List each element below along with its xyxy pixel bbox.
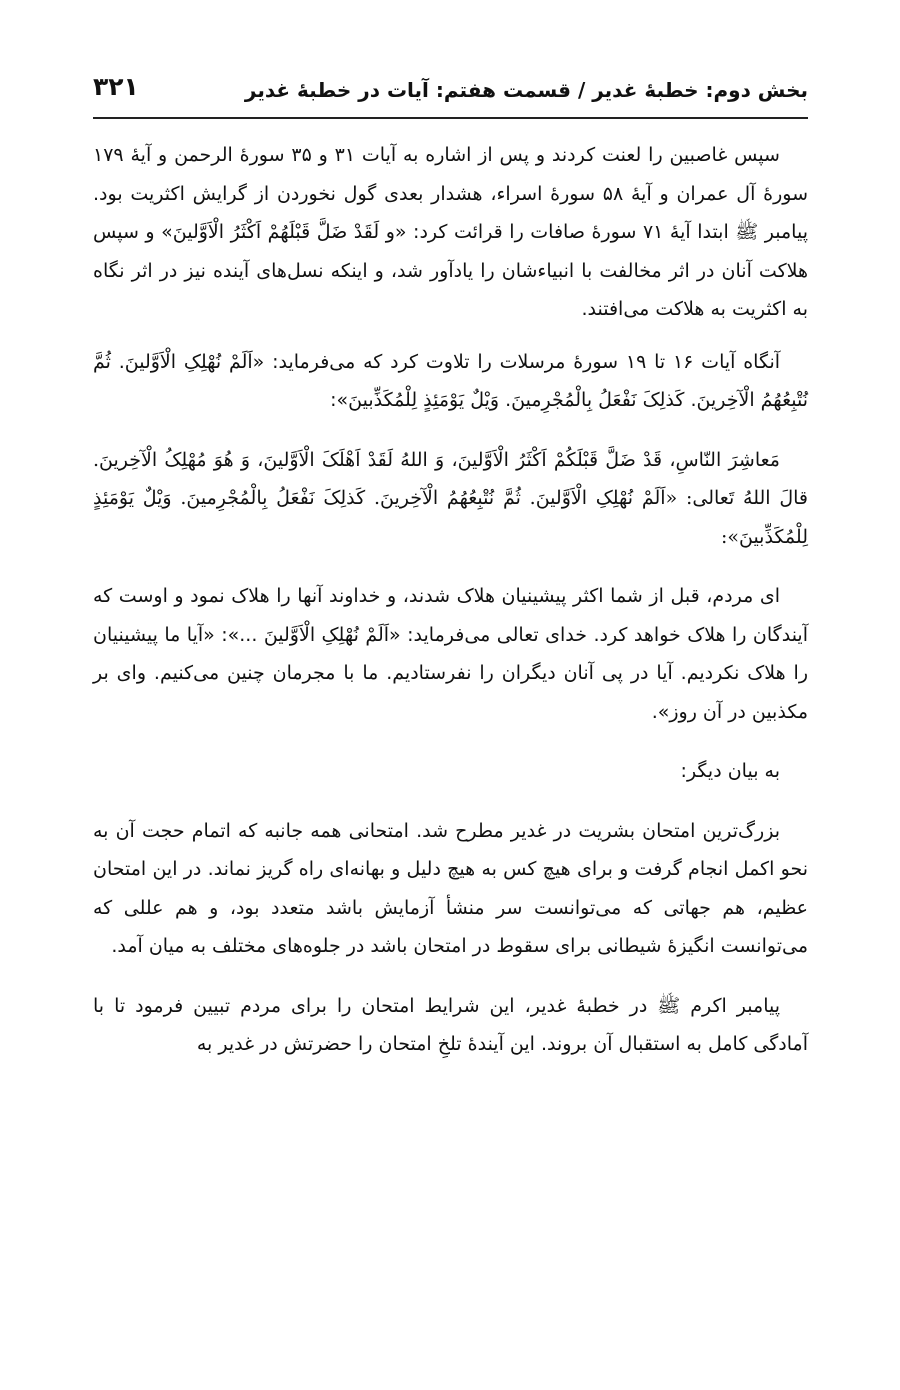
paragraph-6: پیامبر اکرم ﷺ در خطبهٔ غدیر، این شرایط امتحان را برای مردم تبیین فرمود تا با آمادگی کامل به استقبال آن بروند. این آیندهٔ تلخِ امتحان را حضرتش در غدیر به	[93, 994, 808, 1055]
running-title: بخش دوم: خطبهٔ غدیر / قسمت هفتم: آیات در خطبهٔ غدیر	[244, 78, 808, 102]
paragraph-5: بزرگ‌ترین امتحان بشریت در غدیر مطرح شد. امتحانی همه جانبه که اتمام حجت آن به نحو اکمل انجام گرفت و برای هیچ کس به هیچ دلیل و بهانه‌ای راه گریز نماند. در این امتحان عظیم، هم جهاتی که می‌توانست سر منشأ آزمایش باشد متعدد بود، و هم عللی که می‌توانست انگیزهٔ شیطانی برای سقوط در امتحان باشد در جلوه‌های مختلف به میان آمد.	[93, 819, 808, 957]
page-number: ۳۲۱	[93, 72, 139, 101]
page-header	[93, 70, 808, 116]
paragraph-1: سپس غاصبین را لعنت کردند و پس از اشاره به آیات ۳۱ و ۳۵ سورهٔ الرحمن و آیهٔ ۱۷۹ سورهٔ آل عمران و آیهٔ ۵۸ سورهٔ اسراء، هشدار بعدی گول نخوردن از گرایش اکثریت بود. پیامبر ﷺ ابتدا آیهٔ ۷۱ سورهٔ صافات را قرائت کرد: «و لَقَدْ ضَلَّ قَبْلَهُمْ اَکْثَرُ الْاَوَّلینَ» و سپس هلاکت آنان در اثر مخالفت با انبیاءشان را یادآور شد، و اینکه نسل‌های آینده نیز در اثر نگاه به اکثریت به هلاکت می‌افتند.	[93, 144, 808, 320]
paragraph-translation: ای مردم، قبل از شما اکثر پیشینیان هلاک شدند، و خداوند آنها را هلاک نمود و اوست که آیندگان را هلاک خواهد کرد. خدای تعالی می‌فرماید: «اَلَمْ نُهْلِکِ الْاَوَّلینَ ...»: «آیا ما پیشینیان را هلاک نکردیم. آیا در پی آنان دیگران را نفرستادیم. ما با مجرمان چنین می‌کنیم. وای بر مکذبین در آن روز».	[93, 585, 808, 723]
paragraph-heading: به بیان دیگر:	[680, 760, 780, 782]
arabic-sermon-quote: مَعاشِرَ النّاسِ، قَدْ ضَلَّ قَبْلَکُمْ اَکْثَرُ الْاَوَّلینَ، وَ اللهُ لَقَدْ اَهْلَکَ الْاَوَّلینَ، وَ هُوَ مُهْلِکُ الْآخِرینَ. قالَ اللهُ تَعالی: «اَلَمْ نُهْلِکِ الْاَوَّلینَ. ثُمَّ نُتْبِعُهُمُ الْآخِرینَ. کَذلِکَ نَفْعَلُ بِالْمُجْرِمینَ. وَیْلٌ یَوْمَئِذٍ لِلْمُکَذِّبینَ»:	[93, 448, 808, 548]
header-divider	[93, 117, 808, 119]
body-text	[93, 136, 808, 1085]
paragraph-2: آنگاه آیات ۱۶ تا ۱۹ سورهٔ مرسلات را تلاوت کرد که می‌فرماید: «اَلَمْ نُهْلِکِ الْاَوَّلینَ. ثُمَّ نُتْبِعُهُمُ الْآخِرینَ. کَذلِکَ نَفْعَلُ بِالْمُجْرِمینَ. وَیْلٌ یَوْمَئِذٍ لِلْمُکَذِّبینَ»:	[93, 350, 808, 411]
